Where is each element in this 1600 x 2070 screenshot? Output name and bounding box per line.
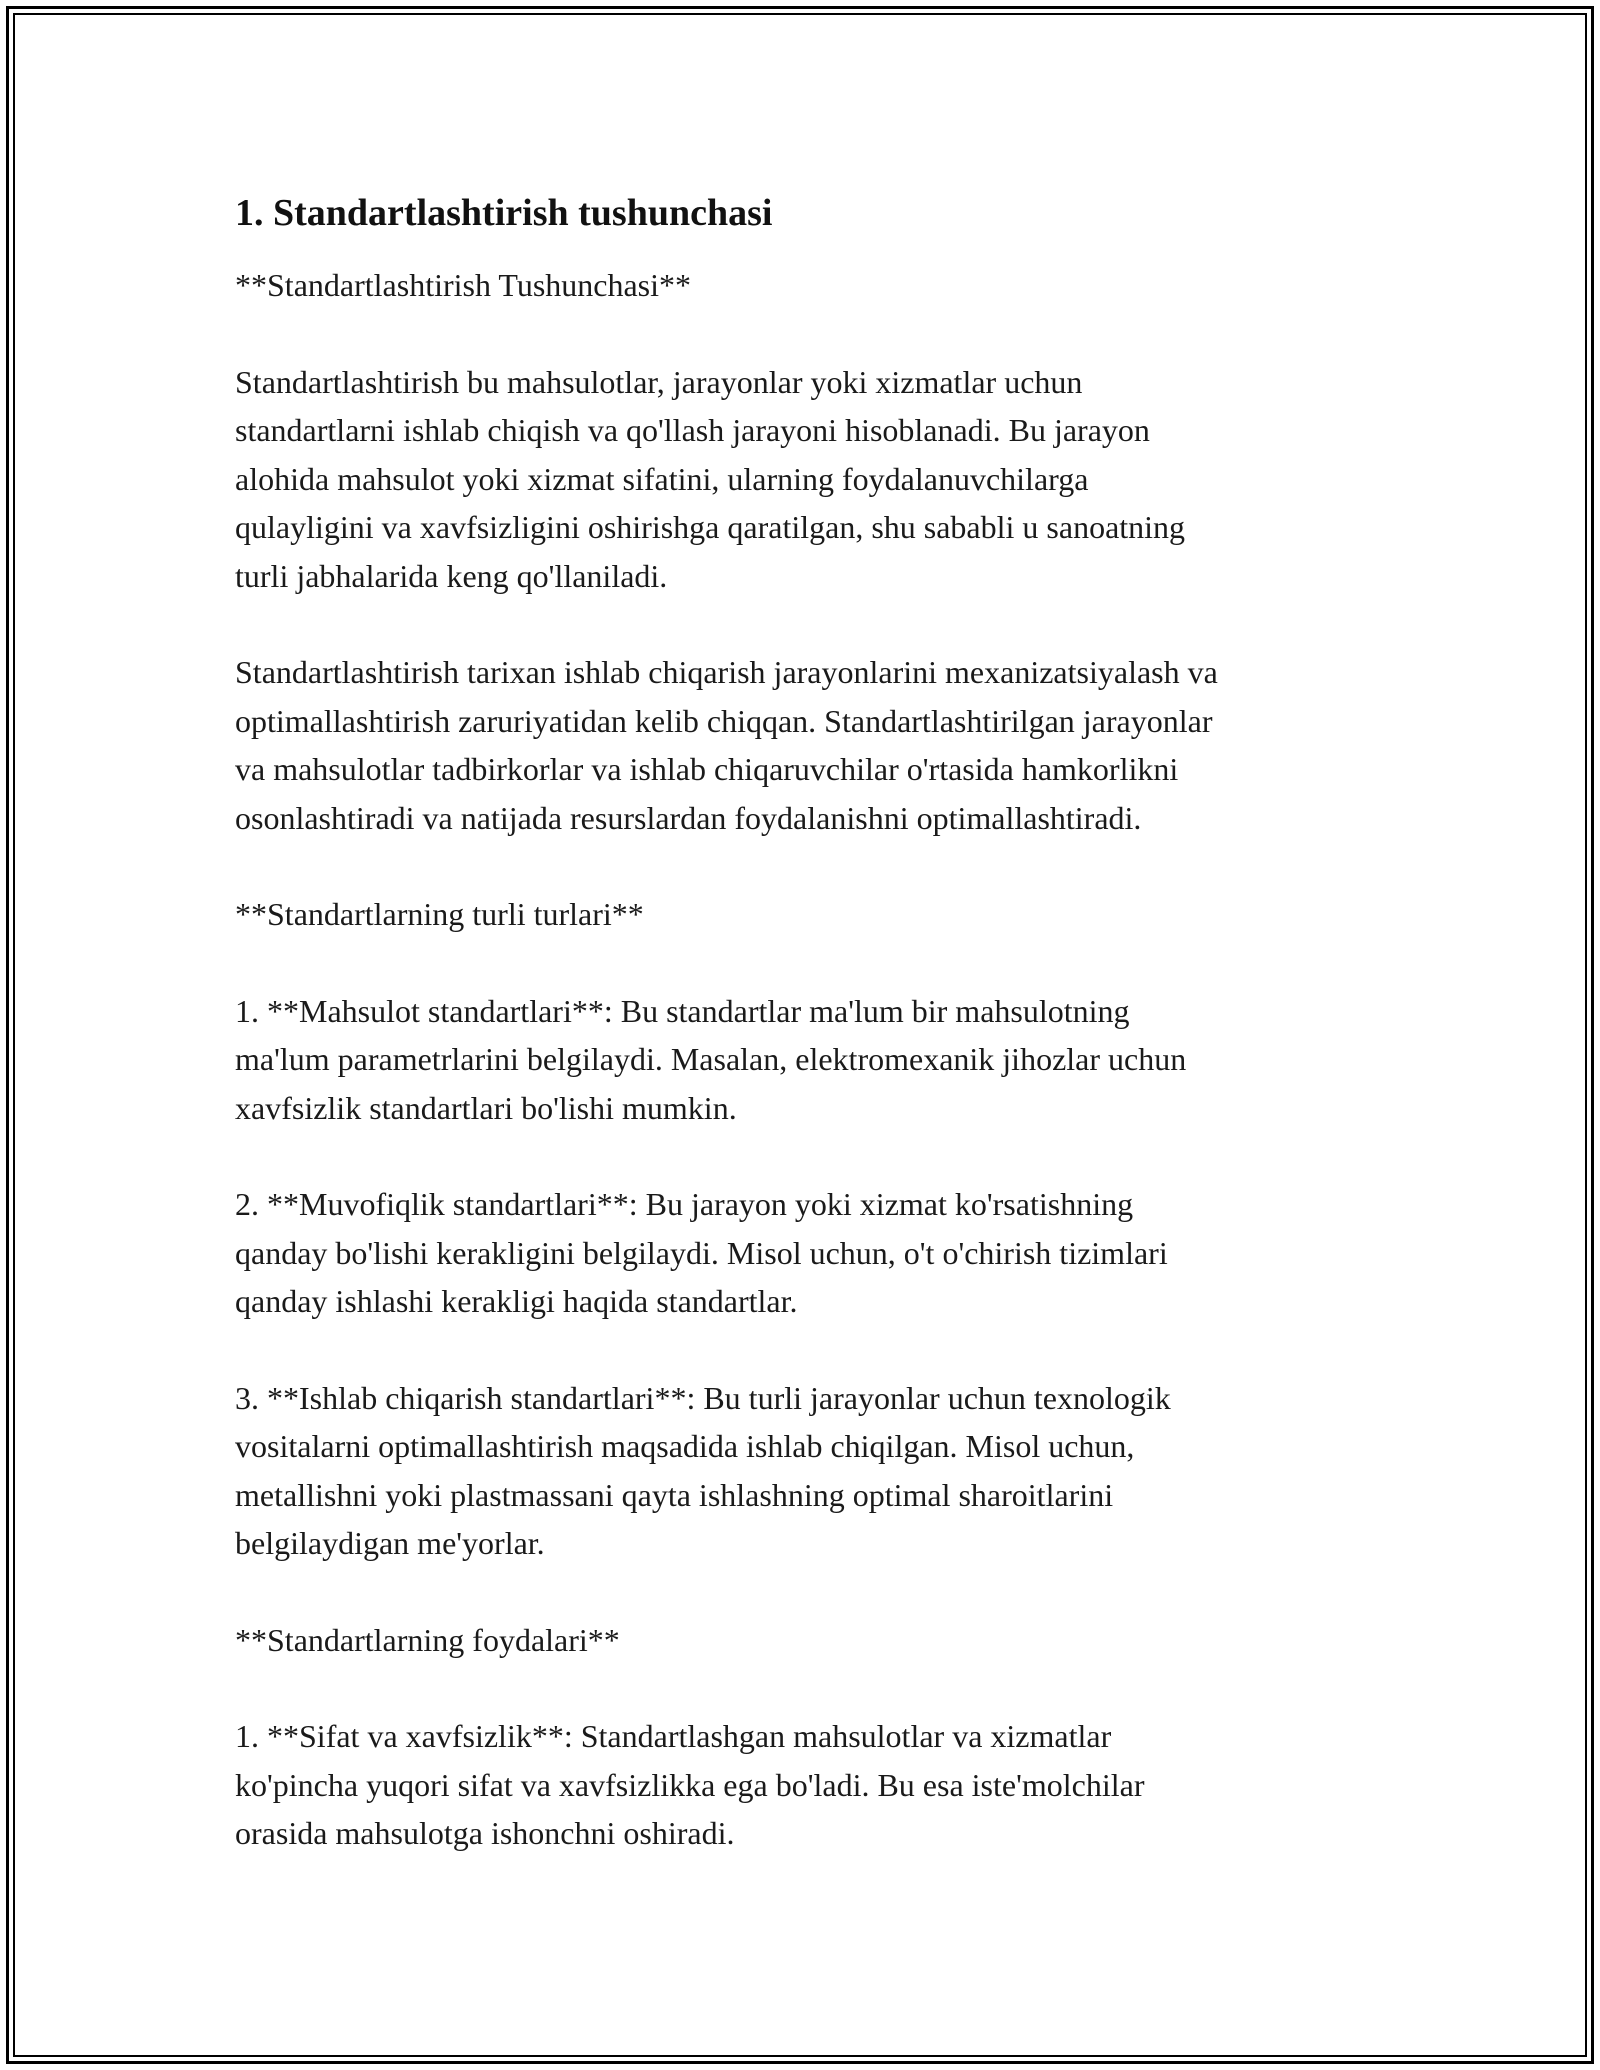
list-item-compliance-standards: 2. **Muvofiqlik standartlari**: Bu jarayon yoki xizmat ko'rsatishning qanday bo'lishi kerakligini belgilaydi. Misol uchun, o't o'chirish tizimlari qanday ishlashi kerakligi haqida standartlar.	[235, 1186, 1168, 1319]
paragraph-types-heading: **Standartlarning turli turlari**	[235, 896, 644, 932]
paragraph-benefits-heading: **Standartlarning foydalari**	[235, 1621, 620, 1658]
paragraph-definition: Standartlashtirish bu mahsulotlar, jarayonlar yoki xizmatlar uchun standartlarni ishlab chiqish va qo'llash jarayoni hisoblanadi. Bu jarayon alohida mahsulot yoki xizmat sifatini, ularning foydalanuvchilarga qulayligini va xavfsizligini oshirishga qaratilgan, shu sababli u sanoatning turli jabhalarida keng qo'llaniladi.	[235, 363, 1186, 594]
paragraph-history: Standartlashtirish tarixan ishlab chiqarish jarayonlarini mexanizatsiyalash va optimallashtirish zaruriyatidan kelib chiqqan. Standartlashtirilgan jarayonlar va mahsulotlar tadbirkorlar va ishlab chiqaruvchilar o'rtasida hamkorlikni osonlashtiradi va natijada resurslardan foydalanishni optimallashtiradi.	[235, 654, 1218, 836]
list-item-product-standards: 1. **Mahsulot standartlari**: Bu standartlar ma'lum bir mahsulotning ma'lum parametrlarini belgilaydi. Masalan, elektromexanik jihozlar uchun xavfsizlik standartlari bo'lishi mumkin.	[235, 992, 1187, 1126]
paragraph-section-heading: **Standartlashtirish Tushunchasi**	[235, 267, 692, 303]
list-item-quality-safety: 1. **Sifat va xavfsizlik**: Standartlashgan mahsulotlar va xizmatlar ko'pincha yuqori sifat va xavfsizlikka ega bo'ladi. Bu esa iste'molchilar orasida mahsulotga ishonchni oshiradi.	[235, 1718, 1145, 1851]
list-item-production-standards: 3. **Ishlab chiqarish standartlari**: Bu turli jarayonlar uchun texnologik vositalarni optimallashtirish maqsadida ishlab chiqilgan. Misol uchun, metallishni yoki plastmassani qayta ishlashning optimal sharoitlarini belgilaydigan me'yorlar.	[235, 1379, 1171, 1561]
document-body	[235, 183, 1385, 1858]
document-title: 1. Standartlashtirish tushunchasi	[235, 192, 773, 234]
